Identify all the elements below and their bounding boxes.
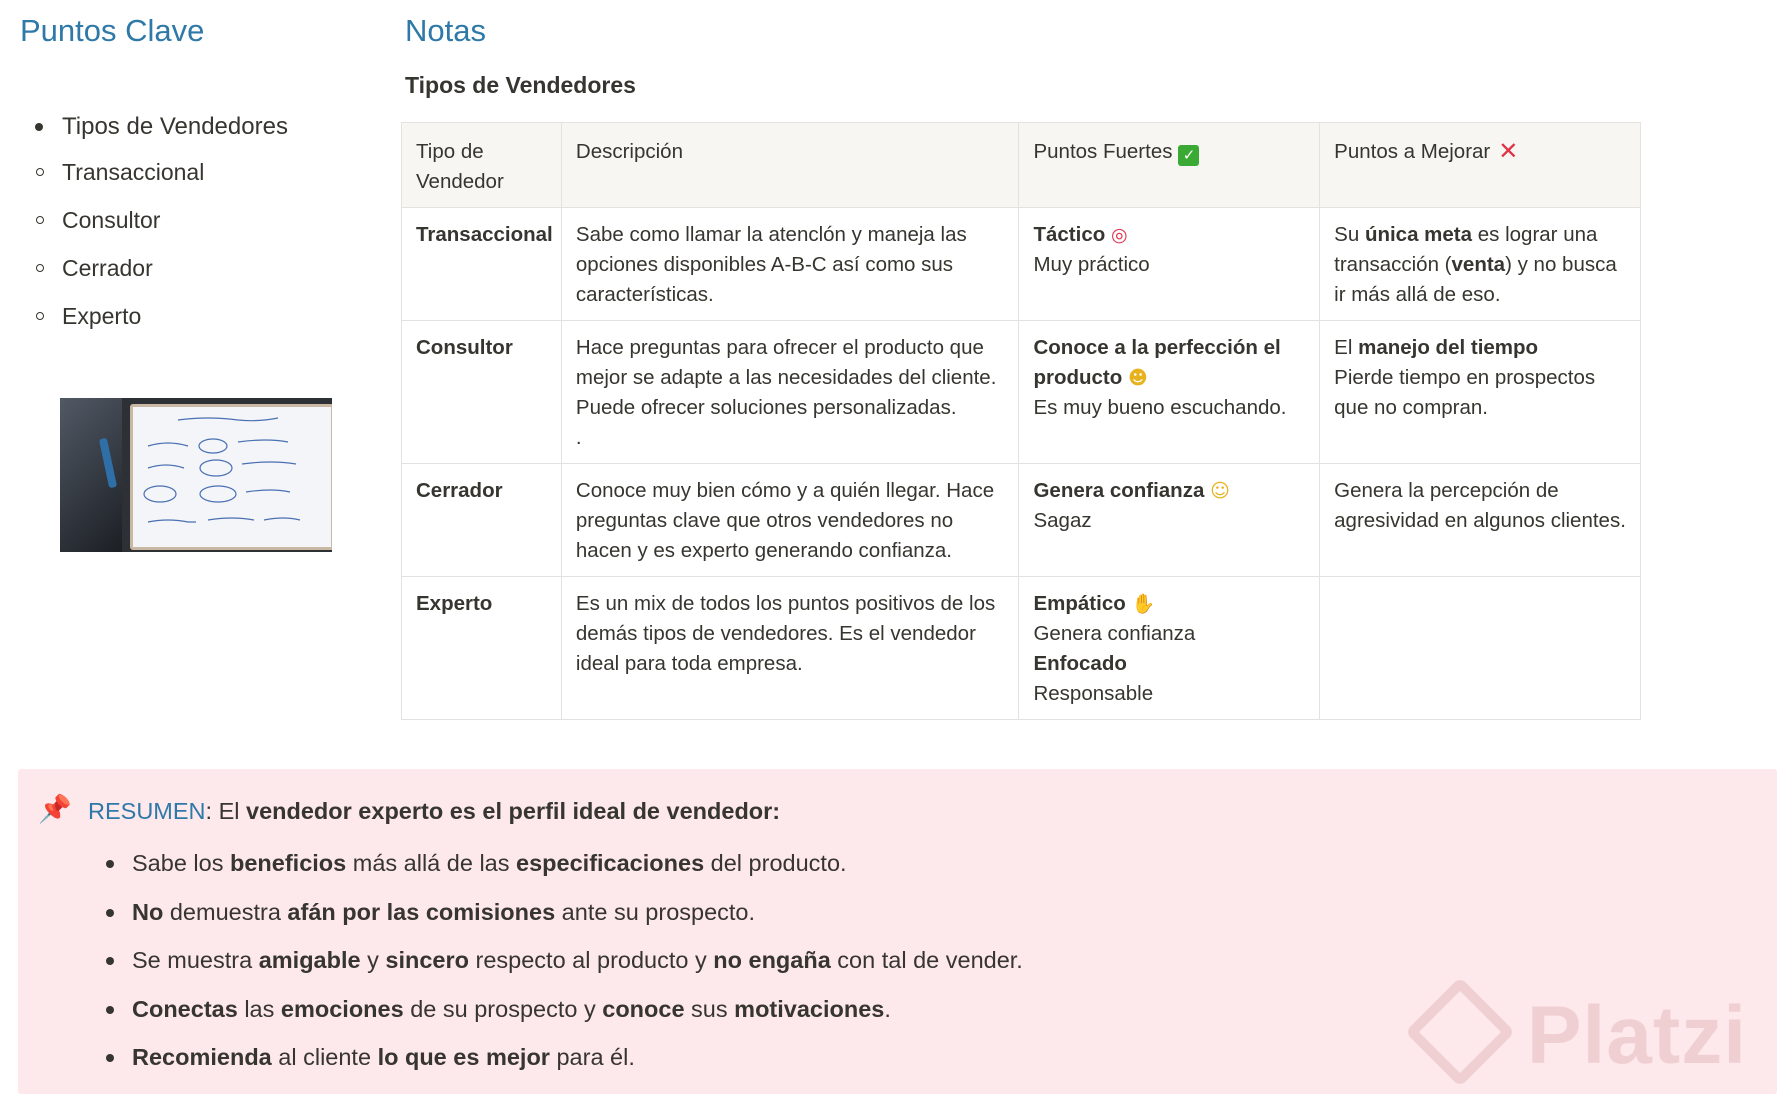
list-item xyxy=(88,985,1023,1034)
summary-label: RESUMEN xyxy=(88,798,206,824)
seller-types-table xyxy=(401,122,1641,720)
summary-item-bold: Conectas xyxy=(132,995,238,1022)
summary-item-text: demuestra xyxy=(163,898,288,925)
column-header-label: Puntos a Mejorar xyxy=(1334,140,1491,163)
cell-improve xyxy=(1320,321,1641,464)
summary-item-text: y xyxy=(360,947,386,973)
summary-item-text: del producto. xyxy=(704,850,847,876)
cell-strengths xyxy=(1019,321,1320,464)
cell-description xyxy=(561,321,1019,464)
watermark-text: Platzi xyxy=(1526,990,1747,1081)
column-header-strengths xyxy=(1019,123,1320,208)
target-icon: ◎ xyxy=(1110,224,1128,246)
key-point-label: Tipos de Vendedores xyxy=(62,113,288,140)
improve-text: Su xyxy=(1334,223,1365,246)
platzi-logo-icon xyxy=(1405,977,1515,1087)
summary-item-text: . xyxy=(884,995,891,1022)
handshake-icon: ✋ xyxy=(1131,593,1156,615)
list-item xyxy=(88,936,1023,985)
cell-type: Experto xyxy=(402,577,562,720)
list-item xyxy=(88,1033,1023,1082)
cell-improve xyxy=(1320,577,1641,720)
strength-text: Sagaz xyxy=(1033,509,1092,532)
summary-item-bold: afán por las comisiones xyxy=(287,898,556,925)
strength-title: Táctico xyxy=(1033,223,1106,246)
strength-title: Enfocado xyxy=(1033,652,1127,675)
strength-text: Responsable xyxy=(1033,682,1154,705)
cell-type: Consultor xyxy=(402,321,562,464)
improve-bold: manejo del tiempo xyxy=(1358,336,1539,359)
smirk-face-icon: ☺ xyxy=(1210,480,1230,502)
cell-strengths xyxy=(1019,577,1320,720)
improve-text: es lograr una transacción ( xyxy=(1334,223,1598,276)
pushpin-icon: 📌 xyxy=(38,794,72,825)
summary-headline xyxy=(88,795,780,827)
strength-text: Es muy bueno escuchando. xyxy=(1033,396,1287,419)
strength-title: Empático xyxy=(1033,592,1126,615)
list-item: Cerrador xyxy=(20,244,350,292)
key-points-list xyxy=(20,110,350,340)
key-points-column xyxy=(20,10,350,340)
summary-item-bold: lo que es mejor xyxy=(377,1044,550,1070)
list-item: Consultor xyxy=(20,196,350,244)
whiteboard-photo[interactable] xyxy=(60,398,332,552)
key-points-heading: Puntos Clave xyxy=(20,13,205,48)
summary-item-text: respecto al producto y xyxy=(468,947,714,973)
summary-item-text: ante su prospecto. xyxy=(555,898,756,925)
summary-text: : El xyxy=(205,798,246,824)
summary-item-bold: Recomienda xyxy=(132,1044,272,1070)
column-header-label: Puntos Fuertes xyxy=(1033,140,1173,163)
list-item: Experto xyxy=(20,292,350,340)
summary-item-text: para él. xyxy=(549,1044,635,1070)
summary-item-bold: sincero xyxy=(385,947,469,973)
summary-item-bold: emociones xyxy=(280,995,404,1022)
whiteboard-scribbles xyxy=(138,412,324,538)
summary-item-text: con tal de vender. xyxy=(830,947,1023,973)
summary-item-text: más allá de las xyxy=(346,850,517,876)
summary-item-bold: beneficios xyxy=(229,850,347,876)
column-header-improve xyxy=(1320,123,1641,208)
strength-text: Muy práctico xyxy=(1033,253,1150,276)
summary-item-bold: conoce xyxy=(602,995,685,1022)
summary-item-bold: motivaciones xyxy=(734,995,885,1022)
description-text: Hace preguntas para ofrecer el producto que mejor se adapte a las necesidades del cliente. Puede ofrecer soluciones personalizadas. xyxy=(575,336,997,419)
cell-type: Cerrador xyxy=(402,464,562,577)
cell-description: Sabe como llamar la atenclón y maneja las opciones disponibles A-B-C así como sus características. xyxy=(561,208,1019,321)
table-row xyxy=(402,208,1641,321)
nerd-face-icon: ☻ xyxy=(1128,367,1148,389)
improve-text: Pierde tiempo en prospectos que no compran. xyxy=(1334,366,1596,419)
summary-item-bold: No xyxy=(132,898,164,925)
table-row xyxy=(402,464,1641,577)
summary-callout xyxy=(18,769,1777,1094)
summary-item-text: Sabe los xyxy=(132,850,230,876)
cell-improve: Genera la percepción de agresividad en algunos clientes. xyxy=(1320,464,1641,577)
list-item: Transaccional xyxy=(20,148,350,196)
table-title: Tipos de Vendedores xyxy=(405,72,636,98)
list-item xyxy=(20,110,350,340)
summary-item-bold: amigable xyxy=(258,947,361,973)
platzi-watermark xyxy=(1421,989,1747,1083)
list-item xyxy=(88,839,1023,888)
strength-title: Conoce a la perfección el producto xyxy=(1033,336,1281,389)
improve-text: El xyxy=(1334,336,1353,359)
improve-bold: única meta xyxy=(1364,223,1473,246)
cell-type: Transaccional xyxy=(402,208,562,321)
cell-improve xyxy=(1320,208,1641,321)
summary-list xyxy=(88,839,1023,1082)
summary-item-text: al cliente xyxy=(271,1044,378,1070)
summary-bold: vendedor experto es el perfil ideal de vendedor: xyxy=(246,798,781,824)
description-extra: . xyxy=(575,426,582,449)
summary-item-bold: no engaña xyxy=(713,947,831,973)
cell-strengths xyxy=(1019,208,1320,321)
summary-item-text: las xyxy=(237,995,281,1022)
notes-column xyxy=(405,10,1645,720)
cell-description: Es un mix de todos los puntos positivos de los demás tipos de vendedores. Es el vendedor ideal para toda empresa. xyxy=(561,577,1019,720)
cell-description: Conoce muy bien cómo y a quién llegar. Hace preguntas clave que otros vendedores no hacen y es experto generando confianza. xyxy=(561,464,1019,577)
table-header-row xyxy=(402,123,1641,208)
cell-strengths xyxy=(1019,464,1320,577)
strength-title: Genera confianza xyxy=(1033,479,1205,502)
summary-item-text: de su prospecto y xyxy=(403,995,603,1022)
seller-types-list xyxy=(20,148,350,340)
summary-item-bold: especificaciones xyxy=(516,850,705,876)
check-icon: ✓ xyxy=(1178,145,1199,166)
summary-item-text: Se muestra xyxy=(132,947,259,973)
column-header-type: Tipo de Vendedor xyxy=(402,123,562,208)
cross-icon: ✕ xyxy=(1498,138,1519,165)
list-item xyxy=(88,888,1023,937)
improve-text: ) y no busca ir más allá de eso. xyxy=(1334,253,1617,306)
column-header-description: Descripción xyxy=(561,123,1019,208)
table-row xyxy=(402,321,1641,464)
summary-item-text: sus xyxy=(684,995,735,1022)
improve-bold: venta xyxy=(1451,253,1506,276)
table-row xyxy=(402,577,1641,720)
notes-heading: Notas xyxy=(405,13,486,48)
strength-text: Genera confianza xyxy=(1033,622,1196,645)
